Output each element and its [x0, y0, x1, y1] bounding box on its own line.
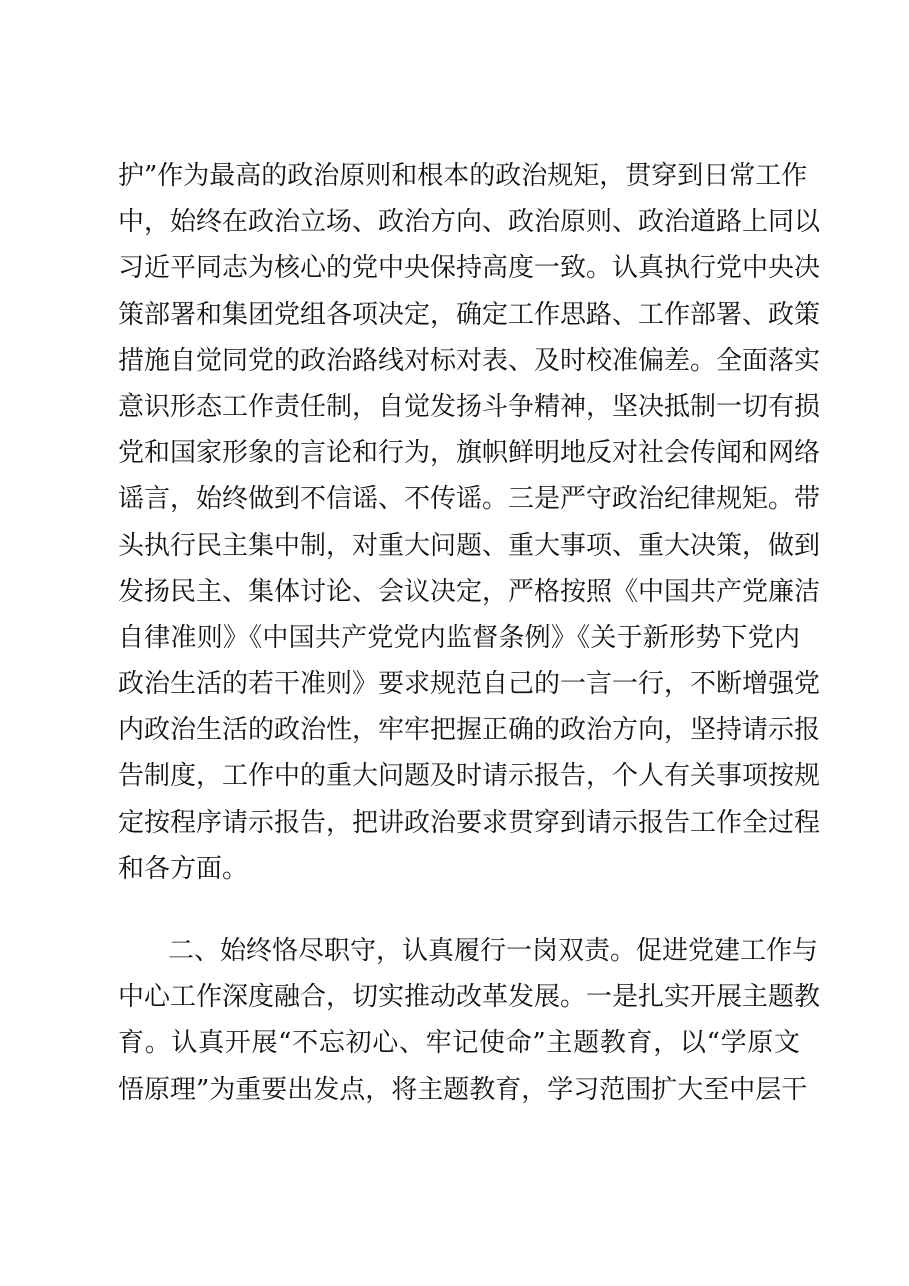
- text-line: 习近平同志为核心的党中央保持高度一致。认真执行党中央决: [118, 253, 821, 284]
- text-line: 定按程序请示报告，把讲政治要求贯穿到请示报告工作全过程: [118, 807, 821, 838]
- text-line: 意识形态工作责任制，自觉发扬斗争精神，坚决抵制一切有损: [118, 391, 821, 422]
- text-line: 党和国家形象的言论和行为，旗帜鲜明地反对社会传闻和网络: [118, 438, 821, 469]
- text-line: 告制度，工作中的重大问题及时请示报告，个人有关事项按规: [118, 761, 821, 792]
- text-line: 发扬民主、集体讨论、会议决定，严格按照《中国共产党廉洁: [118, 576, 821, 607]
- text-line: 策部署和集团党组各项决定，确定工作思路、工作部署、政策: [118, 299, 821, 330]
- paragraph-section-two: [118, 928, 821, 1113]
- text-line: 头执行民主集中制，对重大问题、重大事项、重大决策，做到: [118, 530, 821, 561]
- text-line: 内政治生活的政治性，牢牢把握正确的政治方向，坚持请示报: [118, 715, 821, 746]
- text-line: 育。认真开展“不忘初心、牢记使命”主题教育，以“学原文: [118, 1028, 800, 1059]
- text-line: 中，始终在政治立场、政治方向、政治原则、政治道路上同以: [118, 207, 821, 238]
- text-line: 政治生活的若干准则》要求规范自己的一言一行，不断增强党: [118, 669, 821, 700]
- text-line: 和各方面。: [118, 853, 249, 884]
- text-line: 自律准则》《中国共产党党内监督条例》《关于新形势下党内: [118, 622, 800, 653]
- text-line: 护”作为最高的政治原则和根本的政治规矩，贯穿到日常工作: [118, 161, 808, 191]
- text-line: 中心工作深度融合，切实推动改革发展。一是扎实开展主题教: [118, 982, 821, 1013]
- section-heading-line: 二、始终恪尽职守，认真履行一岗双责。促进党建工作与: [168, 936, 819, 966]
- paragraph-political-discipline: [118, 153, 821, 892]
- text-line: 悟原理”为重要出发点，将主题教育，学习范围扩大至中层干: [118, 1074, 808, 1105]
- text-line: 措施自觉同党的政治路线对标对表、及时校准偏差。全面落实: [118, 345, 821, 376]
- text-line: 谣言，始终做到不信谣、不传谣。三是严守政治纪律规矩。带: [118, 484, 821, 515]
